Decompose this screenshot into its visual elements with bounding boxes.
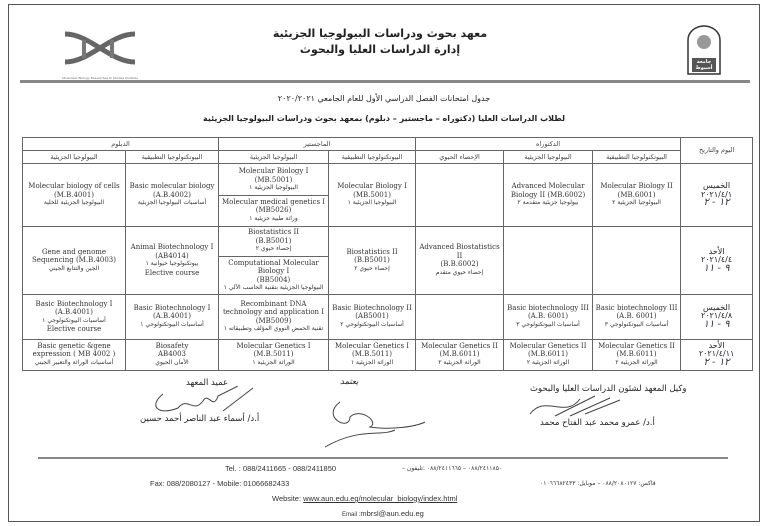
course-name-ar: الوراثة الجزيئية ٢	[526, 358, 570, 366]
exam-cell	[126, 339, 219, 370]
exam-cell	[23, 227, 126, 295]
program-header: البيولوجيا الجزيئية	[219, 151, 329, 164]
email	[342, 509, 424, 518]
course-name: (BB5004)	[256, 275, 291, 284]
course-name: (M.B.6011)	[528, 350, 569, 359]
exam-cell	[23, 294, 126, 339]
exam-entry	[127, 304, 217, 330]
program-header: البيولوجيا الجزيئية	[23, 151, 126, 164]
course-name: Molecular Genetics II	[421, 341, 498, 350]
course-name-ar: أساسيات البيوتكنولوجي ١	[42, 316, 106, 324]
day-name: الأحد	[708, 246, 725, 256]
vice-dean-title: وكيل المعهد لشئون الدراسات العليا والبحوث	[530, 384, 687, 394]
course-name: Recombinant DNA technology and application I	[222, 299, 325, 316]
university-logo	[686, 24, 722, 76]
date-header: اليوم والتاريخ	[681, 138, 753, 164]
exam-entry	[505, 304, 591, 330]
course-name: Basic Biotechnology I	[35, 299, 113, 308]
table-row	[23, 294, 753, 339]
group-header-row	[23, 138, 753, 151]
institute-name: معهد بحوث ودراسات البيولوجيا الجزيئية	[272, 27, 488, 40]
exam-entry	[24, 182, 124, 208]
exam-entry	[330, 304, 414, 330]
dean-name: أ.د/ أسماء عبد الناصر أحمد حسين	[140, 414, 260, 424]
course-name-ar: البيولوجيا الجزيئية للخلية	[43, 199, 105, 207]
exam-entry	[219, 195, 328, 224]
website-link[interactable]: www.aun.edu.eg/molecular_biology/index.html	[303, 494, 458, 503]
course-name: (MB5009)	[255, 316, 292, 325]
date-cell	[681, 294, 753, 339]
exam-date: ٢٠٢١/٤/٤	[700, 255, 733, 264]
dean-title: عميد المعهد	[186, 378, 229, 388]
exam-entry	[594, 342, 679, 368]
course-name-ar: الجين والتتابع الجيني	[48, 264, 100, 272]
exam-cell	[23, 164, 126, 227]
exam-cell	[504, 294, 593, 339]
exam-cell	[504, 339, 593, 370]
exam-entry	[127, 182, 217, 208]
exam-cell	[416, 164, 504, 227]
exam-entry	[24, 342, 124, 368]
email-address[interactable]: mbrsl@aun.edu.eg	[360, 509, 424, 518]
group-header: الماجستير	[219, 138, 416, 151]
course-name: Biostatistics II	[346, 247, 398, 256]
exam-time: ١٢ - ٢	[703, 356, 730, 368]
program-header: البيوتكنولوجيا التطبيقية	[593, 151, 681, 164]
course-name: (M.B.6011)	[616, 350, 657, 359]
course-name: (A.B. 6001)	[616, 312, 657, 321]
course-name: (M.B.6011)	[439, 350, 480, 359]
course-name-ar: بيوتكنولوجيا حيوانية ١	[145, 260, 199, 268]
course-name-ar: الوراثة الجزيئية ١	[252, 358, 295, 366]
program-header: البيولوجيا الجزيئية	[504, 151, 593, 164]
exam-cell	[504, 227, 593, 295]
group-header: الدكتوراه	[416, 138, 681, 151]
course-name: (B.B5001)	[255, 236, 292, 245]
course-name-ar: أساسيات البيولوجيا الجزيئية	[137, 199, 207, 207]
course-name: Basic biotechnology III	[595, 303, 678, 312]
course-name: (MB.6001)	[617, 190, 656, 199]
approval-signature	[320, 392, 430, 452]
dean-signature	[148, 386, 258, 416]
institute-header	[230, 26, 530, 58]
exam-cell	[329, 164, 416, 227]
course-name: (M.B.5011)	[253, 350, 294, 359]
course-name: Gene and genome Sequencing (M.B.4003)	[32, 247, 116, 264]
schedule-title: جدول امتحانات الفصل الدراسي الأول للعام الجامعي ٢٠٢٠/٢٠٢١	[277, 94, 491, 103]
course-name-ar: أساسيات البيوتكنولوجي ٣	[604, 320, 669, 328]
course-name: Basic biotechnology III	[507, 303, 589, 312]
course-name: (MB5026)	[255, 206, 292, 214]
date-cell	[681, 227, 753, 295]
course-name: Molecular Biology I	[238, 167, 309, 175]
course-name: Molecular Genetics I	[334, 341, 410, 350]
course-name: (M.B.5011)	[352, 350, 393, 359]
exam-entry	[220, 300, 327, 334]
course-name-ar: وراثة طبية جزيئية ١	[249, 214, 298, 222]
exam-cell	[23, 339, 126, 370]
exam-cell	[126, 294, 219, 339]
course-name-ar: الأمان الحيوي	[155, 358, 189, 366]
exam-entry	[505, 182, 591, 208]
course-name: Molecular Genetics II	[598, 341, 675, 350]
exam-cell	[329, 339, 416, 370]
telephone-ar: – ٠٨٨/٢٤١١٨٥٠ – ٠٨٨/٢٤١١٦٦٥ :تليفون	[402, 465, 503, 472]
university-logo-text: جامعة أسيوط	[692, 59, 716, 71]
exam-cell	[593, 164, 681, 227]
schedule-subtitle: لطلاب الدراسات العليا (دكتوراه – ماجستير – دبلوم) بمعهد بحوث ودراسات البيولوجيا الجزيئية	[203, 114, 565, 123]
exam-date: ٢٠٢١/٤/١	[700, 189, 733, 199]
course-name-ar: البيولوجيا الجزيئية ١	[249, 184, 298, 191]
exam-schedule-table	[22, 137, 753, 371]
exam-entry	[505, 342, 591, 368]
course-name-ar: البيولوجيا الجزيئية ١	[347, 199, 397, 207]
course-name: Molecular biology of cells	[28, 182, 120, 191]
exam-cell	[593, 227, 681, 295]
institute-logo-text: Molecular Biology Researches & Studies Institute	[61, 76, 139, 80]
date-cell	[681, 164, 753, 227]
fax-mobile: Fax: 088/2080127 - Mobile: 01066682433	[150, 479, 290, 488]
program-header: البيوتكنولوجيا التطبيقية	[126, 151, 219, 164]
exam-cell	[329, 294, 416, 339]
course-name-ar: إحصاء حيوي ٢	[255, 245, 292, 252]
course-name: Computational Molecular Biology I	[228, 258, 319, 275]
course-name-ar: أساسيات البيوتكنولوجي ٣	[516, 320, 580, 328]
approval-mark: يعتمد	[340, 377, 359, 387]
exam-entry	[220, 228, 327, 254]
exam-date: ٢٠٢١/٤/٨	[700, 311, 733, 321]
course-name: (B.B.6002)	[440, 260, 479, 269]
course-name: (MB.5001)	[254, 175, 293, 184]
exam-entry	[417, 243, 502, 277]
table-row	[23, 339, 753, 370]
course-name: Molecular medical genetics I	[221, 197, 326, 206]
website	[272, 494, 457, 503]
course-name: (AB4014)	[155, 251, 189, 260]
course-name: AB4003	[158, 350, 187, 359]
course-name-ar: أساسيات البيوتكنولوجي ٢	[340, 320, 404, 328]
course-name: Molecular Biology I	[337, 182, 407, 191]
header-divider	[20, 80, 750, 83]
course-name: (AB5001)	[355, 312, 389, 321]
exam-entry	[417, 342, 502, 368]
exam-entry	[330, 248, 414, 274]
exam-cell	[593, 294, 681, 339]
exam-entry	[220, 167, 327, 193]
exam-entry	[330, 342, 414, 368]
exam-cell	[219, 164, 329, 227]
table-row	[23, 164, 753, 227]
exam-cell	[219, 227, 329, 295]
exam-time: ١٢ - ٢	[703, 197, 730, 209]
exam-cell	[416, 294, 504, 339]
vice-dean-name: أ.د/ عمرو محمد عبد الفتاح محمد	[540, 418, 655, 428]
exam-entry	[24, 248, 124, 274]
exam-entry	[594, 304, 679, 330]
course-name-ar: تقنية الحمض النووي المؤلف وتطبيقاته ١	[223, 325, 324, 332]
course-name: Elective course	[46, 325, 102, 333]
exam-cell	[416, 339, 504, 370]
course-name: Basic genetic &gene expression ( MB 4002 )	[32, 341, 116, 359]
course-name-ar: البيولوجيا الجزيئية بتقنية الحاسب الآلي ١	[223, 284, 324, 291]
date-cell	[681, 339, 753, 370]
course-name: (A.B. 6001)	[527, 312, 569, 321]
course-name-ar: الوراثة الجزيئية ٢	[438, 358, 481, 366]
exam-cell	[329, 227, 416, 295]
vice-dean-signature	[525, 394, 625, 420]
telephone: Tel. : 088/2411665 - 088/2411850	[225, 464, 337, 473]
exam-cell	[504, 164, 593, 227]
website-label: Website:	[272, 494, 302, 503]
course-name-ar: إحصاء حيوي ٢	[354, 264, 390, 272]
course-name: Animal Biotechnology I	[130, 243, 214, 252]
course-name: (A.B.4001)	[55, 308, 93, 316]
course-name-ar: بيولوجيا جزيئية متقدمة ٢	[517, 199, 579, 207]
exam-time: ٩ - ١١	[703, 318, 730, 330]
table-row	[23, 227, 753, 295]
exam-cell	[593, 339, 681, 370]
subheader-row	[23, 151, 753, 164]
course-name-ar: البيولوجيا الجزيئية ٢	[612, 199, 661, 207]
program-header: البيوتكنولوجيا التطبيقية	[329, 151, 416, 164]
course-name: Basic Biotechnology II	[332, 303, 412, 312]
day-name: الخميس	[703, 181, 731, 191]
course-name: Basic molecular biology	[129, 182, 215, 191]
group-header: الدبلوم	[23, 138, 219, 151]
day-name: الخميس	[703, 302, 731, 312]
exam-entry	[219, 256, 328, 293]
course-name: Biostatistics II	[247, 228, 300, 236]
exam-cell	[126, 164, 219, 227]
footer-divider	[38, 457, 728, 459]
course-name-ar: الوراثة الجزيئية ١	[350, 358, 394, 366]
course-name-ar: الوراثة الجزيئية ٢	[615, 358, 658, 366]
course-name: Biosafety	[155, 341, 189, 350]
exam-cell	[126, 227, 219, 295]
exam-cell	[219, 294, 329, 339]
course-name: Molecular Genetics II	[509, 341, 587, 350]
exam-entry	[24, 300, 124, 334]
course-name-ar: إحصاء حيوي متقدم	[435, 268, 484, 276]
course-name: Molecular Biology II	[600, 182, 673, 191]
course-name: (B.B5001)	[354, 256, 390, 264]
exam-entry	[330, 182, 414, 208]
course-name: Basic Biotechnology I	[133, 303, 211, 312]
course-name: (MB.5001)	[353, 190, 391, 199]
department-name: إدارة الدراسات العليا والبحوث	[299, 43, 461, 56]
course-name: Advanced Molecular Biology II (MB.6002)	[510, 182, 586, 199]
institute-logo	[60, 22, 140, 80]
exam-time: ٩ - ١١	[703, 262, 730, 274]
exam-cell	[416, 227, 504, 295]
email-label: Email :	[342, 512, 361, 518]
exam-entry	[127, 342, 217, 368]
fax-mobile-ar: فاكس: ٠٨٨/٢٠٨٠١٢٧ – موبايل: ٠١٠٦٦٦٨٢٤٣٣	[540, 480, 656, 487]
day-name: الأحد	[708, 340, 725, 350]
course-name-ar: أساسيات البيوتكنولوجي ١	[140, 320, 204, 328]
exam-entry	[594, 182, 679, 208]
exam-entry	[127, 243, 217, 277]
exam-entry	[220, 342, 327, 368]
course-name: (M.B.4001)	[53, 190, 95, 199]
course-name: Advanced Biostatistics II	[419, 243, 500, 260]
course-name: (A.B.4001)	[153, 312, 191, 321]
course-name: (A.B.4002)	[153, 190, 191, 199]
program-header: الإحصاء الحيوي	[416, 151, 504, 164]
course-name-ar: أساسيات الوراثة والتعبير الجيني	[34, 358, 114, 366]
course-name: Elective course	[144, 268, 200, 277]
course-name: Molecular Genetics I	[236, 341, 311, 350]
exam-cell	[219, 339, 329, 370]
exam-date: ٢٠٢١/٤/١١	[698, 349, 735, 359]
